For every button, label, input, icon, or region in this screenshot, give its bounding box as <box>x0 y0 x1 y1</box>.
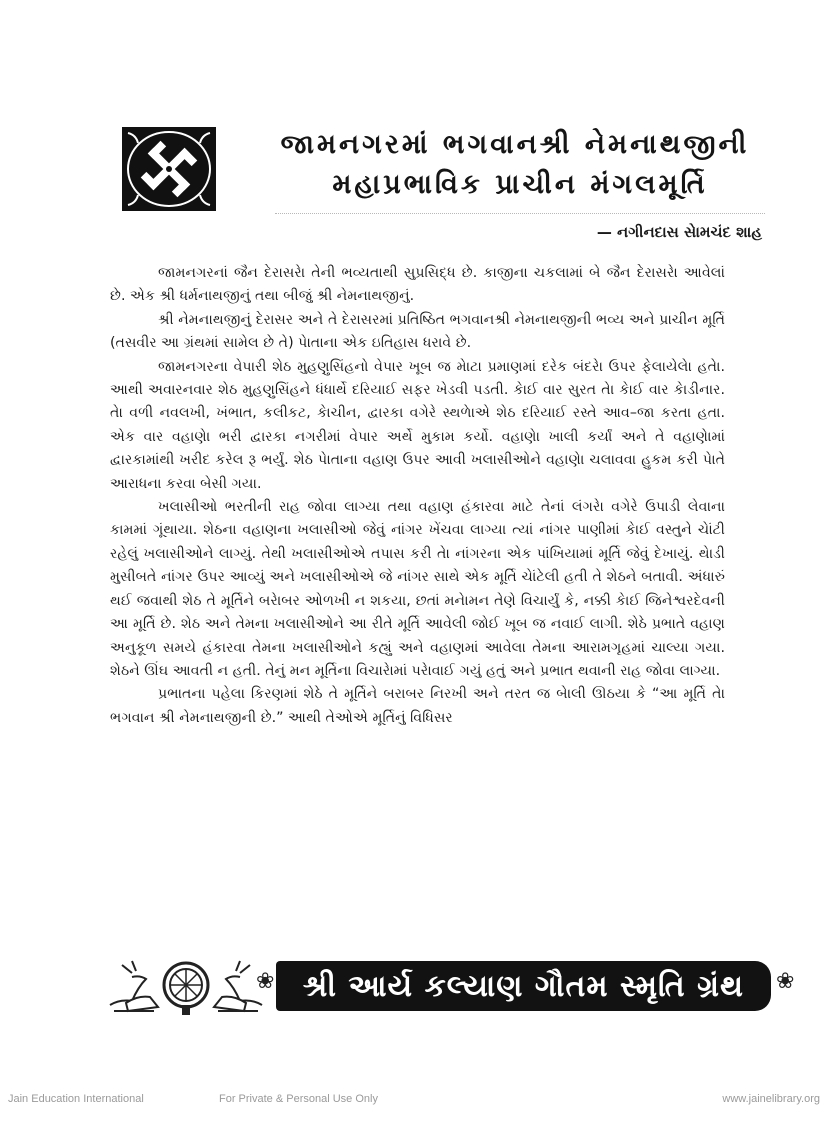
footer-website-link[interactable]: www.jainelibrary.org <box>722 1093 820 1105</box>
paragraph-4: ખલાસીઓ ભરતીની રાહ જોવા લાગ્યા તથા વહાણ હંકારવા માટે તેનાં લંગરેા વગેરે ઉપાડી લેવાના કામમાં ગૂંથાયા. શેઠના વહાણના ખલાસીઓ જેવું નાંગર ખેંચવા લાગ્યા ત્યાં નાંગર પાણીમાં કેાઈ વસ્તુને ચેાંટી રહેલું ખલાસીઓને લાગ્યું. તેથી ખલાસીઓએ તપાસ કરી તેા નાંગરના એક પાંખિયામાં મૂર્તિ જેવું દેખાયું. થેાડી મુસીબતે નાંગર ઉપર આવ્યું અને ખલાસીઓએ જે નાંગર સાથે એક મૂર્તિ ચેાંટેલી હતી તે શેઠને બતાવી. અંધારું થઈ જવાથી શેઠ તે મૂર્તિને બરેાબર ઓળખી ન શકયા, છતાં મનેામન તેણે વિચાર્યું કે, નક્કી કેાઈ જિનેશ્વરદેવની આ મૂર્તિ છે. શેઠ અને તેમના ખલાસીઓને આ રીતે મૂર્તિ આવેલી જોઈ ખૂબ જ નવાઈ લાગી. શેઠે પ્રભાતે વહાણ અનુકૂળ સમયે હંકારવા તેમના ખલાસીઓને કહ્યું અને વહાણમાં આવેલા તેમના આરામગૃહમાં ચાલ્યા ગયા. શેઠને ઊંઘ આવતી ન હતી. તેનું મન મૂર્તિના વિચારેામાં પરેાવાઈ ગયું હતું અને પ્રભાત થવાની રાહ જોવા લાગ્યા. <box>110 499 725 679</box>
footer-usage-notice: For Private & Personal Use Only <box>219 1093 378 1105</box>
book-title-banner <box>106 955 821 1017</box>
banner-bar <box>276 961 771 1011</box>
article-body <box>110 262 725 730</box>
flower-ornament-icon: ❀ <box>776 969 795 994</box>
paragraph-5: પ્રભાતના પહેલા કિરણમાં શેઠે તે મૂર્તિને બરાબર નિરખી અને તરત જ બેાલી ઊઠયા કે “આ મૂર્તિ તેા ભગવાન શ્રી નેમનાથજીની છે.” આથી તેઓએ મૂર્તિનું વિધિસર <box>110 686 725 726</box>
paragraph-1: જામનગરનાં જૈન દેરાસરેા તેની ભવ્યતાથી સુપ્રસિદ્ધ છે. કાજીના ચકલામાં બે જૈન દેરાસરેા આવેલાં છે. એક શ્રી ધર્મનાથજીનું તથા બીજું શ્રી નેમનાથજીનું. <box>110 265 725 305</box>
paragraph-3: જામનગરના વેપારી શેઠ મુહણુસિંહનો વેપાર ખૂબ જ મેાટા પ્રમાણમાં દરેક બંદરેા ઉપર ફેલાયેલેા હતેા. આથી અવારનવાર શેઠ મુહણુસિંહને ધંધાર્થે દરિયાઈ સફર ખેડવી પડતી. કેાઈ વાર સુરત તેા કેાઈ વાર કેાડીનાર. તેા વળી નવલખી, ખંભાત, કલીકટ, કેાચીન, દ્વારકા વગેરે સ્થળેાએ શેઠ દરિયાઈ રસ્તે આવ–જા કરતા હતા. એક વાર વહાણેા ભરી દ્વારકા નગરીમાં વેપાર અર્થે મુકામ કર્યો. વહાણેા ખાલી કર્યાં અને તે વહાણેામાં દ્વારકામાંથી ખરીદ કરેલ રૂ ભર્યું. શેઠ પેાતાના વહાણ ઉપર આવી ખલાસીઓને વહાણેા ચલાવવા હુકમ કરી પેાતે આરાધના કરવા બેસી ગયા. <box>110 358 725 492</box>
book-title: શ્રી આર્ય કલ્યાણ ગૌતમ સ્મૃતિ ગ્રંથ <box>302 968 745 1004</box>
article-title <box>265 125 765 205</box>
flower-ornament-icon: ❀ <box>256 969 275 994</box>
paragraph-2: શ્રી નેમનાથજીનું દેરાસર અને તે દેરાસરમાં પ્રતિષ્ઠિત ભગવાનશ્રી નેમનાથજીની ભવ્ય અને પ્રાચીન મૂર્તિ (તસવીર આ ગ્રંથમાં સામેલ છે તે) પેાતાના એક ઇતિહાસ ધરાવે છે. <box>110 311 725 352</box>
footer-publisher: Jain Education International <box>8 1093 144 1105</box>
title-divider <box>275 213 765 214</box>
swastika-emblem-icon <box>122 127 216 211</box>
deer-dharma-wheel-icon <box>106 955 266 1017</box>
author-byline: — નગીનદાસ સેામચંદ શાહ <box>596 223 762 241</box>
title-line-1: જામનગરમાં ભગવાનશ્રી નેમનાથજીની <box>280 129 750 160</box>
title-line-2: મહાપ્રભાવિક પ્રાચીન મંગલમૂર્તિ <box>332 169 708 200</box>
